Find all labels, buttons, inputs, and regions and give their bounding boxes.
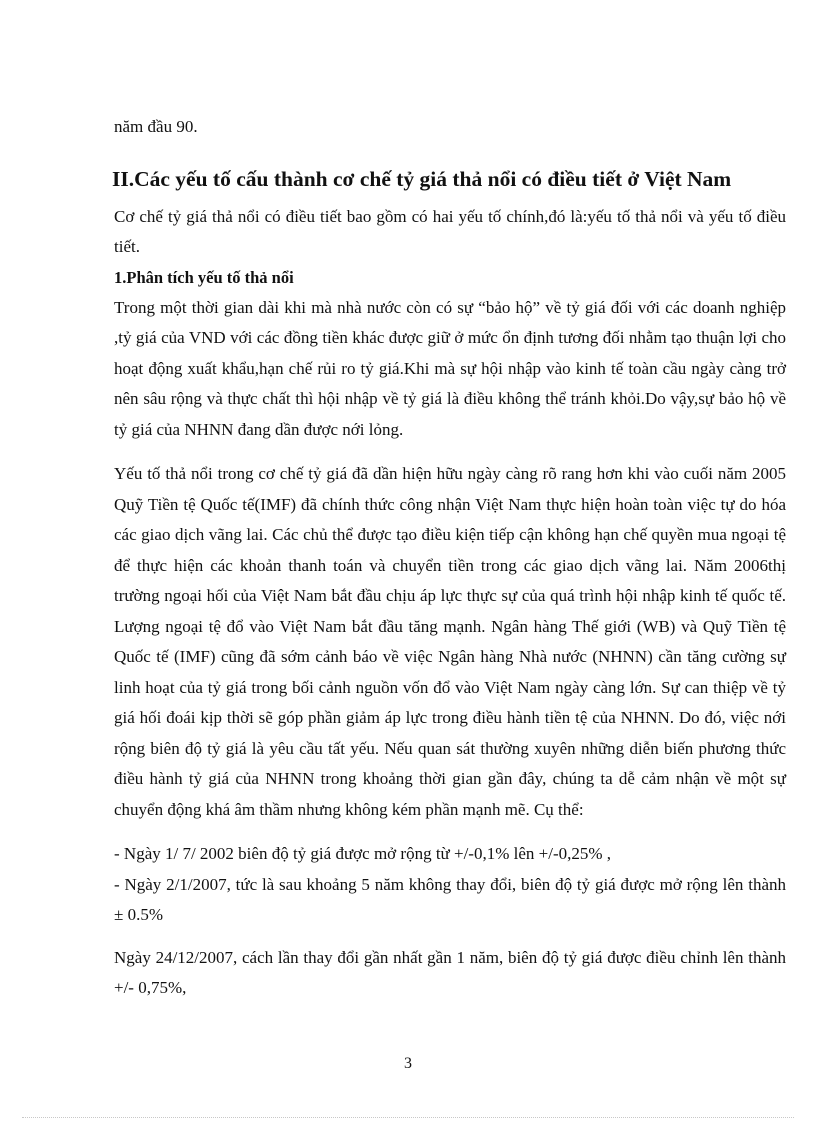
page-number: 3 xyxy=(404,1055,412,1072)
subheading: 1.Phân tích yếu tố thả nổi xyxy=(114,267,294,287)
list-item-1: - Ngày 1/ 7/ 2002 biên độ tỷ giá được mở rộng từ +/-0,1% lên +/-0,25% , xyxy=(114,844,612,863)
paragraph-2: Yếu tố thả nổi trong cơ chế tỷ giá đã dần hiện hữu ngày càng rõ rang hơn khi vào cuối năm 2005 Quỹ Tiền tệ Quốc tế(IMF) đã chính thức công nhận Việt Nam thực hiện hoàn toàn việc tự do hóa các giao dịch vãng lai. Các chủ thể được tạo điều kiện tiếp cận không hạn chế quyền mua ngoại tệ để thực hiện các khoản thanh toán và chuyển tiền trong các giao dịch vãng lai. Năm 2006thị trường ngoại hối của Việt Nam bắt đầu chịu áp lực thực sự của quá trình hội nhập kinh tế quốc tế. Lượng ngoại tệ đổ vào Việt Nam bắt đầu tăng mạnh. Ngân hàng Thế giới (WB) và Quỹ Tiền tệ Quốc tế (IMF) cũng đã sớm cảnh báo về việc Ngân hàng Nhà nước (NHNN) cần tăng cường sự linh hoạt của tỷ giá trong bối cảnh nguồn vốn đổ vào Việt Nam ngày càng lớn. Sự can thiệp về tỷ giá hối đoái kịp thời sẽ góp phần giảm áp lực trong điều hành tiền tệ của NHNN. Do đó, việc nới rộng biên độ tỷ giá là yêu cầu tất yếu. Nếu quan sát thường xuyên những diễn biến phương thức điều hành tỷ giá của NHNN trong khoảng thời gian gần đây, chúng ta dễ cảm nhận về một sự chuyển động khá âm thầm nhưng không kém phần mạnh mẽ. Cụ thể: xyxy=(114,464,786,819)
paragraph-1: Trong một thời gian dài khi mà nhà nước còn có sự “bảo hộ” về tỷ giá đối với các doanh nghiệp ,tỷ giá của VND với các đồng tiền khác được giữ ở mức ổn định tương đối nhằm tạo thuận lợi cho hoạt động xuất khẩu,hạn chế rủi ro tỷ giá.Khi mà sự hội nhập vào kinh tế toàn cầu ngày càng trở nên sâu rộng và thực chất thì hội nhập về tỷ giá là điều không thể tránh khỏi.Do vậy,sự bảo hộ về tỷ giá của NHNN đang dần được nới lỏng. xyxy=(114,297,786,439)
page-bottom-divider xyxy=(22,1117,794,1118)
section-heading: II.Các yếu tố cấu thành cơ chế tỷ giá thả nổi có điều tiết ở Việt Nam xyxy=(112,166,732,191)
page-content xyxy=(114,112,786,1004)
paragraph-3: Ngày 24/12/2007, cách lần thay đổi gần nhất gần 1 năm, biên độ tỷ giá được điều chỉnh lên thành +/- 0,75%, xyxy=(114,947,786,997)
list-item-2: - Ngày 2/1/2007, tức là sau khoảng 5 năm không thay đổi, biên độ tỷ giá được mở rộng lên thành ± 0.5% xyxy=(114,874,786,924)
continuation-text: năm đầu 90. xyxy=(114,117,198,136)
intro-paragraph: Cơ chế tỷ giá thả nổi có điều tiết bao gồm có hai yếu tố chính,đó là:yếu tố thả nổi và yếu tố điều tiết. xyxy=(114,206,786,256)
